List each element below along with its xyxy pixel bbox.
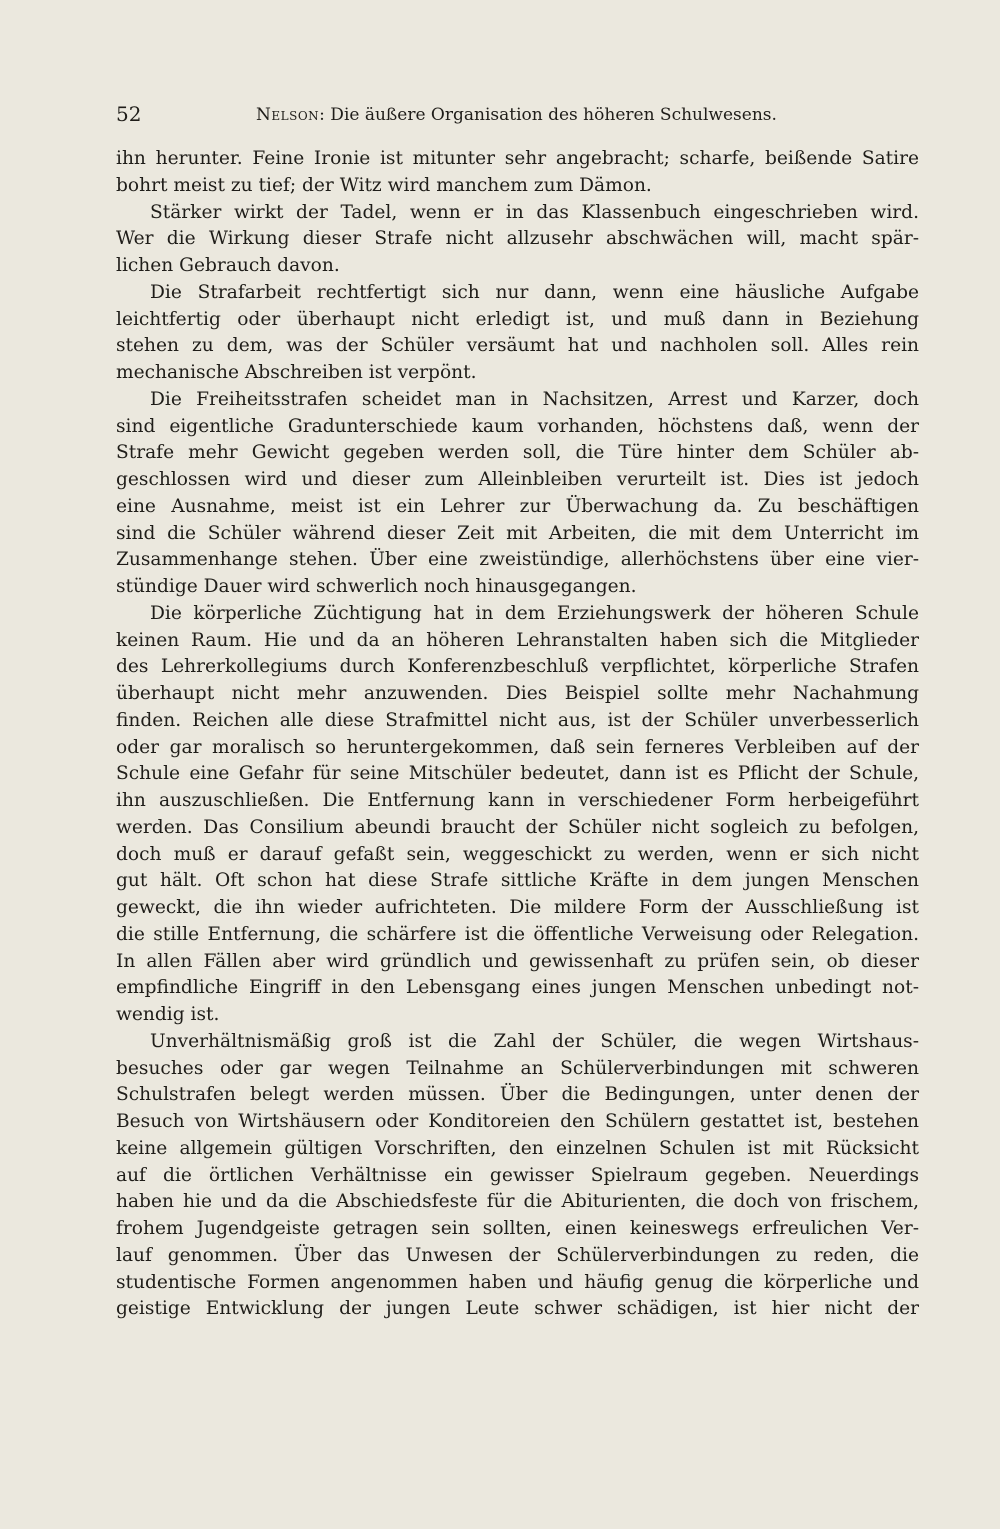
text-line: wendig ist. bbox=[116, 1004, 220, 1025]
text-line: Strafe mehr Gewicht gegeben werden soll, die Türe hinter dem Schüler ab- bbox=[116, 442, 919, 464]
text-line: finden. Reichen alle diese Strafmittel nicht aus, ist der Schüler unverbesserlich bbox=[116, 709, 919, 731]
text-line: Schule eine Gefahr für seine Mitschüler bedeutet, dann ist es Pflicht der Schule, bbox=[116, 763, 919, 785]
text-line: keinen Raum. Hie und da an höheren Lehranstalten haben sich die Mitglieder bbox=[116, 629, 919, 651]
text-line: überhaupt nicht mehr anzuwenden. Dies Beispiel sollte mehr Nachahmung bbox=[116, 683, 919, 704]
text-line: lauf genommen. Über das Unwesen der Schülerverbindungen zu reden, die bbox=[116, 1244, 919, 1266]
text-line: sind die Schüler während dieser Zeit mit Arbeiten, die mit dem Unterricht im bbox=[116, 522, 919, 544]
text-line: gut hält. Oft schon hat diese Strafe sittliche Kräfte in dem jungen Menschen bbox=[116, 870, 919, 892]
text-line: empfindliche Eingriff in den Lebensgang eines jungen Menschen unbedingt not- bbox=[116, 977, 919, 999]
text-line: Die körperliche Züchtigung hat in dem Erziehungswerk der höheren Schule bbox=[150, 602, 919, 624]
running-head-title: Die äußere Organisation des höheren Schulwesens. bbox=[324, 105, 777, 125]
text-line: Stärker wirkt der Tadel, wenn er in das Klassenbuch eingeschrieben wird. bbox=[150, 201, 919, 223]
text-line: bohrt meist zu tief; der Witz wird manchem zum Dämon. bbox=[116, 174, 652, 196]
text-line: Unverhältnismäßig groß ist die Zahl der Schüler, die wegen Wirtshaus- bbox=[150, 1030, 919, 1052]
text-line: des Lehrerkollegiums durch Konferenzbeschluß verpflichtet, körperliche Strafen bbox=[116, 656, 919, 678]
body-text bbox=[116, 146, 919, 1323]
text-line: oder gar moralisch so heruntergekommen, daß sein ferneres Verbleiben auf der bbox=[116, 736, 919, 758]
text-line: stehen zu dem, was der Schüler versäumt hat und nachholen soll. Alles rein bbox=[116, 335, 919, 357]
text-line: sind eigentliche Gradunterschiede kaum vorhanden, höchstens daß, wenn der bbox=[116, 415, 919, 437]
running-head-separator: : bbox=[319, 105, 325, 125]
page-number: 52 bbox=[116, 102, 142, 126]
text-line: geschlossen wird und dieser zum Alleinbleiben verurteilt ist. Dies ist jedoch bbox=[116, 469, 919, 490]
text-line: werden. Das Consilium abeundi braucht der Schüler nicht sogleich zu befolgen, bbox=[116, 816, 919, 838]
text-line: In allen Fällen aber wird gründlich und gewissenhaft zu prüfen sein, ob dieser bbox=[116, 950, 919, 972]
text-line: frohem Jugendgeiste getragen sein sollten, einen keineswegs erfreulichen Ver- bbox=[116, 1218, 919, 1239]
text-line: lichen Gebrauch davon. bbox=[116, 255, 340, 276]
text-line: die stille Entfernung, die schärfere ist die öffentliche Verweisung oder Relegation. bbox=[116, 923, 919, 945]
text-line: geistige Entwicklung der jungen Leute schwer schädigen, ist hier nicht der bbox=[116, 1298, 919, 1320]
text-line: Die Strafarbeit rechtfertigt sich nur dann, wenn eine häusliche Aufgabe bbox=[150, 281, 919, 303]
text-line: doch muß er darauf gefaßt sein, weggeschickt zu werden, wenn er sich nicht bbox=[116, 843, 919, 865]
text-line: leichtfertig oder überhaupt nicht erledigt ist, und muß dann in Beziehung bbox=[116, 308, 919, 330]
running-head-author: Nelson bbox=[256, 105, 320, 125]
text-line: geweckt, die ihn wieder aufrichteten. Die mildere Form der Ausschließung ist bbox=[116, 897, 919, 918]
text-line: ihn herunter. Feine Ironie ist mitunter sehr angebracht; scharfe, beißende Satire bbox=[116, 148, 919, 169]
text-line: Zusammenhange stehen. Über eine zweistündige, allerhöchstens über eine vier- bbox=[116, 549, 919, 571]
text-line: stündige Dauer wird schwerlich noch hinausgegangen. bbox=[116, 576, 637, 597]
running-head bbox=[256, 101, 777, 129]
text-line: eine Ausnahme, meist ist ein Lehrer zur Überwachung da. Zu beschäftigen bbox=[116, 495, 919, 517]
text-line: mechanische Abschreiben ist verpönt. bbox=[116, 362, 477, 383]
text-line: Besuch von Wirtshäusern oder Konditoreien den Schülern gestattet ist, bestehen bbox=[116, 1111, 919, 1132]
text-line: haben hie und da die Abschiedsfeste für die Abiturienten, die doch von frischem, bbox=[116, 1191, 919, 1213]
text-line: Wer die Wirkung dieser Strafe nicht allzusehr abschwächen will, macht spär- bbox=[116, 228, 919, 250]
text-line: besuches oder gar wegen Teilnahme an Schülerverbindungen mit schweren bbox=[116, 1057, 919, 1079]
text-line: ihn auszuschließen. Die Entfernung kann in verschiedener Form herbeigeführt bbox=[116, 790, 919, 811]
text-line: keine allgemein gültigen Vorschriften, den einzelnen Schulen ist mit Rücksicht bbox=[116, 1137, 919, 1159]
text-line: auf die örtlichen Verhältnisse ein gewisser Spielraum gegeben. Neuerdings bbox=[116, 1164, 919, 1186]
text-line: studentische Formen angenommen haben und häufig genug die körperliche und bbox=[116, 1271, 919, 1293]
text-line: Die Freiheitsstrafen scheidet man in Nachsitzen, Arrest und Karzer, doch bbox=[150, 388, 919, 410]
text-line: Schulstrafen belegt werden müssen. Über die Bedingungen, unter denen der bbox=[116, 1084, 919, 1106]
page-header bbox=[116, 100, 916, 132]
